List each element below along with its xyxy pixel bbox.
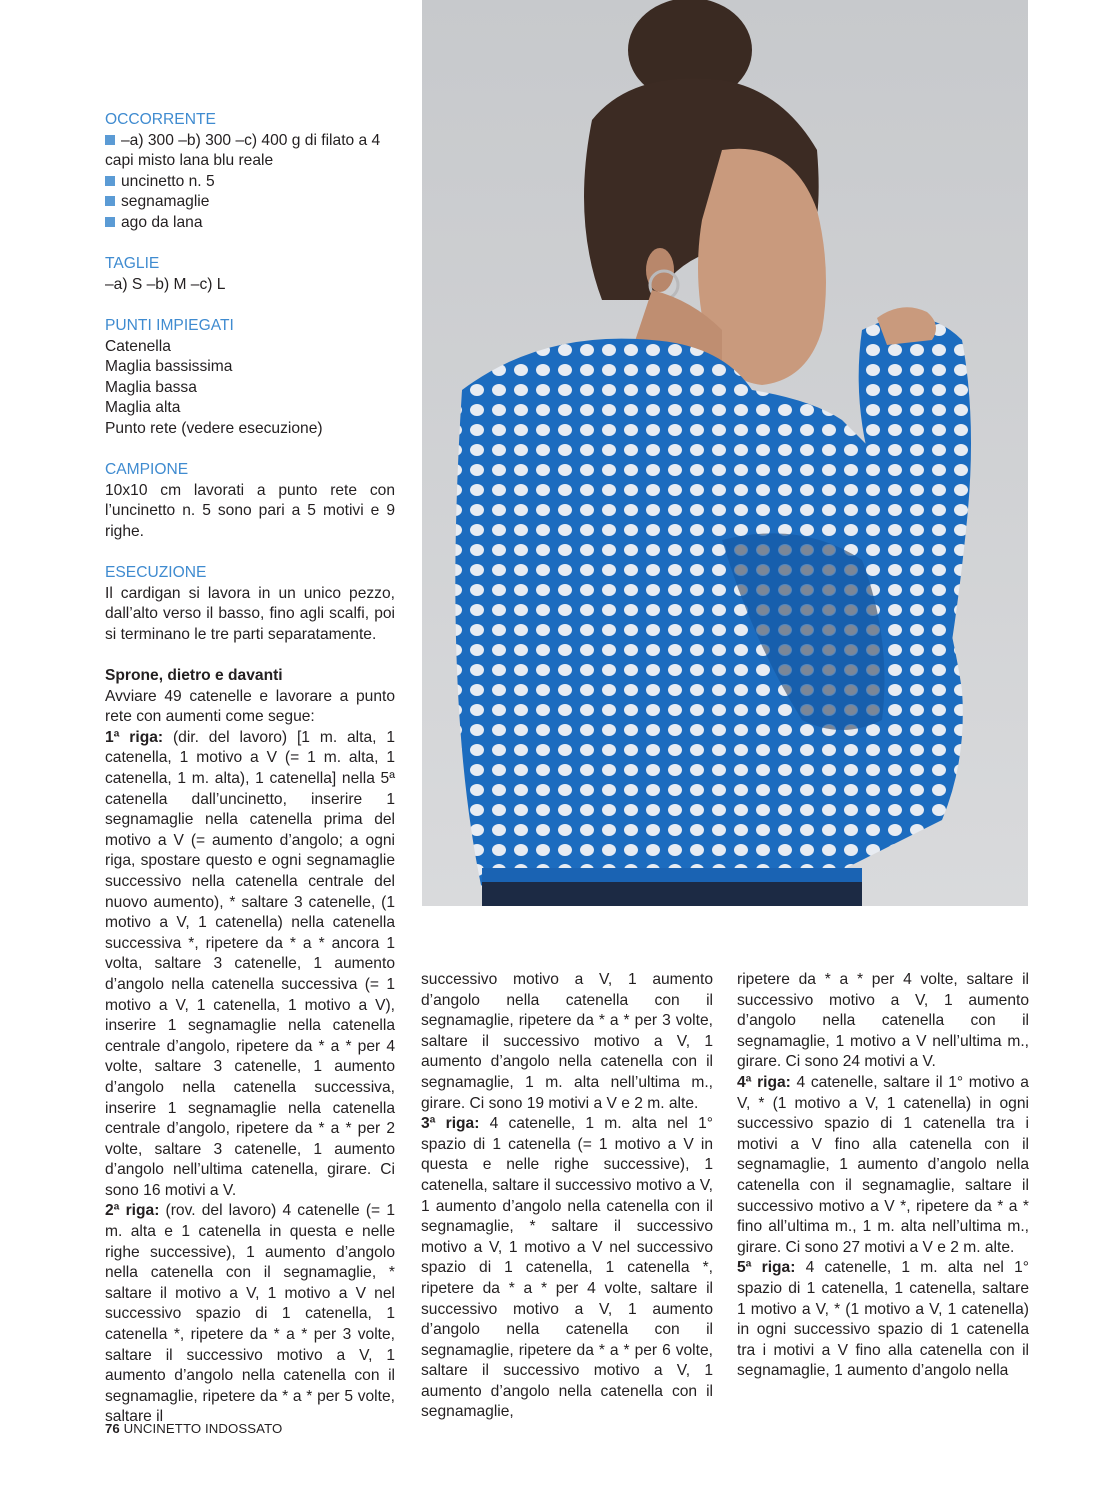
heading-punti: PUNTI IMPIEGATI: [105, 316, 234, 334]
row-1: 1ª riga: (dir. del lavoro) [1 m. alta, 1 catenella, 1 motivo a V (= 1 m. alta, 1 catenella, 1 m. alta), 1 catenella] nella 5ª catenella dall’uncinetto, inserire 1 segnamaglie nella catenella prima del motivo a V (= aumento d’angolo; a ogni riga, spostare questo e ogni segnamaglie successivo nella catenella centrale del nuovo aumento), * saltare 3 catenelle, (1 motivo a V, 1 catenella) nella catenella successiva *, ripetere da * a * ancora 1 volta, saltare 3 catenelle, 1 aumento d’angolo nella catenella successiva (= 1 motivo a V, 1 catenella, 1 motivo a V), inserire 1 segnamaglie nella catenella centrale d’angolo, ripetere da * a * per 4 volte, saltare 3 catenelle, 1 aumento d’angolo nella catenella successiva, inserire 1 segnamaglie nella catenella centrale d’angolo, ripetere da * a * per 2 volte, saltare 3 catenelle, 1 aumento d’angolo nell’ultima catenella, girare. Ci sono 16 motivi a V.: [105, 728, 395, 1199]
sprone-intro: Avviare 49 catenelle e lavorare a punto rete con aumenti come segue:: [105, 687, 395, 726]
middle-paragraph: successivo motivo a V, 1 aumento d’angolo nella catenella con il segnamaglie, ripetere da * a * per 3 volte, saltare il successivo motivo a V, 1 aumento d’angolo nella catenella con il segnamaglie, 1 m. alta nell’ultima m., girare. Ci sono 19 motivi a V e 2 m. alte.: [421, 971, 713, 1112]
page-number: 76: [105, 1421, 120, 1436]
sprone-title: Sprone, dietro e davanti: [105, 667, 283, 685]
heading-occorrente: OCCORRENTE: [105, 111, 216, 128]
bullet-square-icon: [105, 176, 115, 186]
heading-campione: CAMPIONE: [105, 461, 189, 479]
right-column: [737, 970, 1029, 1382]
heading-taglie: TAGLIE: [105, 255, 160, 273]
heading-esecuzione: ESECUZIONE: [105, 564, 207, 582]
bullet-square-icon: [105, 196, 115, 206]
row-5: 5ª riga: 4 catenelle, 1 m. alta nel 1° spazio di 1 catenella, 1 catenella, saltare 1 motivo a V, * (1 motivo a V, 1 catenella) in ogni successivo spazio di 1 catenella tra i motivi a V fino alla catenella con il segnamaglie, 1 aumento d’angolo nella: [737, 1259, 1029, 1380]
list-item: Punto rete (vedere esecuzione): [105, 419, 323, 437]
list-item: Maglia alta: [105, 399, 181, 417]
magazine-title: UNCINETTO INDOSSATO: [123, 1421, 283, 1436]
taglie-text: –a) S –b) M –c) L: [105, 275, 226, 293]
middle-column: [421, 970, 713, 1423]
bullet-square-icon: [105, 135, 115, 145]
section-sprone: [105, 666, 395, 1428]
list-item: Catenella: [105, 337, 171, 355]
list-item: segnamaglie: [105, 192, 395, 213]
row-4: 4ª riga: 4 catenelle, saltare il 1° motivo a V, * (1 motivo a V, 1 catenella) in ogni successivo spazio di 1 catenella tra i motivi a V fino alla catenella con il segnamaglie, 1 aumento d’angolo nella catenella con il segnamaglie, saltare il successivo motivo a V *, ripetere da * a * fino all’ultima m., 1 m. alta nell’ultima m., girare. Ci sono 27 motivi a V e 2 m. alte.: [737, 1073, 1029, 1256]
row-2: 2ª riga: (rov. del lavoro) 4 catenelle (= 1 m. alta e 1 catenella in questa e nelle righe successive), 1 aumento d’angolo nella catenella con il segnamaglie, * saltare il motivo a V, 1 motivo a V nel successivo spazio di 1 catenella, 1 catenella *, ripetere da * a * per 3 volte, saltare il successivo motivo a V, 1 aumento d’angolo nella catenella con il segnamaglie, ripetere da * a * per 5 volte, saltare il: [105, 1202, 395, 1426]
section-taglie: [105, 254, 395, 295]
row-3: 3ª riga: 4 catenelle, 1 m. alta nel 1° spazio di 1 catenella (= 1 motivo a V in questa e nelle righe successive), 1 catenella, saltare il successivo motivo a V, 1 aumento d’angolo nella catenella con il segnamaglie, * saltare il successivo motivo a V, 1 motivo a V nel successivo spazio di 1 catenella, 1 catenella *, ripetere da * a * per 4 volte, saltare il successivo motivo a V, 1 aumento d’angolo nella catenella con il segnamaglie, ripetere da * a * per 6 volte, saltare il successivo motivo a V, 1 aumento d’angolo nella catenella con il segnamaglie,: [421, 1115, 713, 1421]
list-item: uncinetto n. 5: [105, 172, 395, 193]
page-footer: [105, 1421, 282, 1437]
right-paragraph: ripetere da * a * per 4 volte, saltare il successivo motivo a V, 1 aumento d’angolo nella catenella con il segnamaglie, 1 motivo a V nell’ultima m., girare. Ci sono 24 motivi a V.: [737, 971, 1029, 1071]
campione-text: 10x10 cm lavorati a punto rete con l’uncinetto n. 5 sono pari a 5 motivi e 9 righe.: [105, 481, 395, 540]
section-punti: [105, 316, 395, 440]
list-item: –a) 300 –b) 300 –c) 400 g di filato a 4 capi misto lana blu reale: [105, 131, 381, 170]
section-occorrente: [105, 110, 395, 234]
bullet-square-icon: [105, 217, 115, 227]
section-campione: [105, 460, 395, 542]
model-photo: [422, 0, 1028, 906]
left-column: [105, 110, 395, 1428]
esecuzione-text: Il cardigan si lavora in un unico pezzo, dall’alto verso il basso, fino agli scalfi, poi si terminano le tre parti separatamente.: [105, 584, 395, 643]
list-item: Maglia bassa: [105, 378, 197, 396]
section-esecuzione: [105, 563, 395, 645]
list-item: Maglia bassissima: [105, 358, 233, 376]
list-item: ago da lana: [105, 213, 395, 234]
